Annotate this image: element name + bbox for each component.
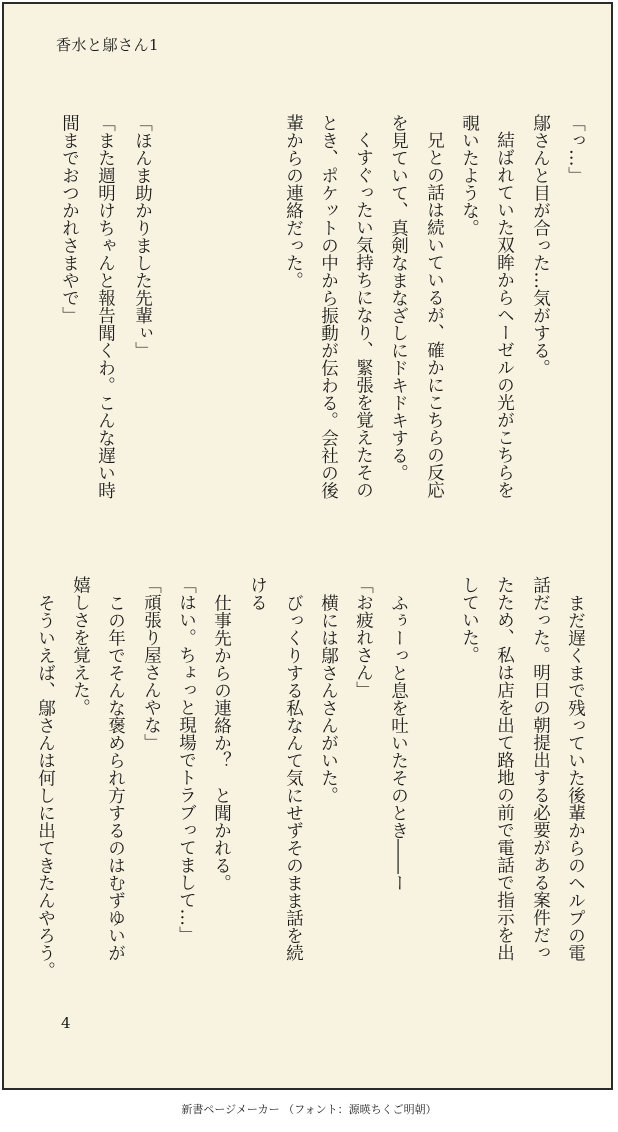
upper-column-3: 結ばれていた双眸からヘーゼルの光がこちらを	[494, 131, 515, 499]
lower-column-11: 仕事先からの連絡か？ と聞かれる。	[211, 594, 232, 892]
chapter-header: 香水と鄔さん1	[56, 36, 160, 54]
upper-column-13: 間までおつかれさまやで」	[59, 114, 80, 324]
lower-column-4: していた。	[459, 576, 480, 664]
upper-column-5: 兄との話は続いているが、確かにこちらの反応	[424, 131, 445, 499]
upper-column-7: くすぐったい気持ちになり、緊張を覚えたその	[353, 131, 374, 499]
upper-column-6: を見ていて、真剣なまなざしにドキドキする。	[388, 114, 409, 482]
lower-column-16: そういえば、鄔さんは何しに出てきたんやろう。	[35, 594, 56, 979]
upper-column-2: 鄔さんと目が合った…気がする。	[530, 114, 551, 377]
upper-column-4: 覗いたような。	[459, 114, 480, 237]
lower-column-13: 「頑張り屋さんやな」	[141, 576, 162, 751]
lower-column-15: 嬉しさを覚えた。	[70, 576, 91, 716]
lower-column-6: ふぅーっと息を吐いたそのとき――ー	[388, 594, 409, 892]
lower-column-10: ける	[247, 576, 268, 611]
lower-column-7: 「お疲れさん」	[353, 576, 374, 699]
page-number: 4	[61, 1014, 71, 1032]
upper-column-9: 輩からの連絡だった。	[283, 114, 304, 289]
lower-column-12: 「はい。ちょっと現場でトラブってまして…」	[176, 576, 197, 944]
upper-column-1: 「っ…」	[565, 114, 586, 184]
upper-column-12: 「また週明けちゃんと報告聞くわ。こんな遅い時	[95, 114, 116, 499]
lower-column-8: 横には鄔さんさんがいた。	[318, 594, 339, 804]
book-page	[2, 2, 613, 1090]
lower-column-14: この年でそんな褒められ方するのはむずゆいが	[105, 594, 126, 962]
upper-column-11: 「ほんま助かりました先輩ぃ」	[132, 114, 153, 359]
lower-column-3: たため、私は店を出て路地の前で電話で指示を出	[494, 576, 515, 961]
lower-column-9: びっくりする私なんて気にせずそのまま話を続	[283, 594, 304, 962]
upper-column-8: とき、ポケットの中から振動が伝わる。会社の後	[318, 114, 339, 499]
lower-column-2: 話だった。明日の朝提出する必要がある案件だっ	[530, 576, 551, 961]
lower-column-1: まだ遅くまで残っていた後輩からのヘルプの電	[565, 594, 586, 962]
footer-credit: 新書ページメーカー （フォント：源暎ちくご明朝）	[181, 1103, 437, 1116]
